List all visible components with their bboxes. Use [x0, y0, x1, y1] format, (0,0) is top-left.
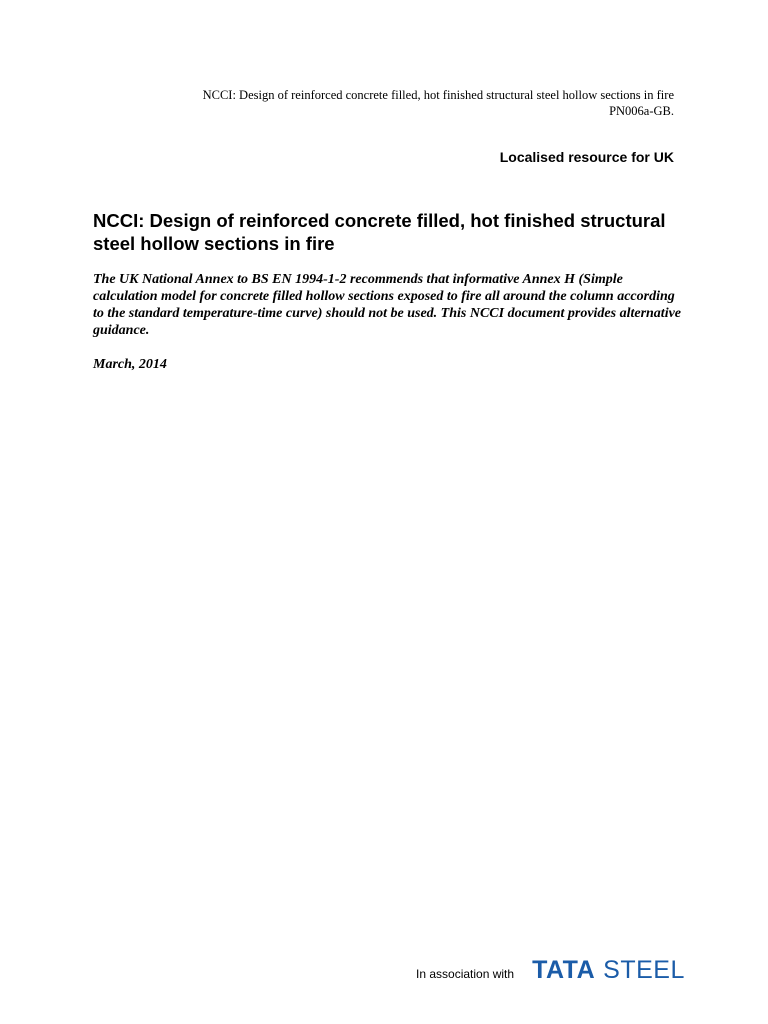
logo-word-steel: STEEL: [603, 956, 685, 984]
abstract: The UK National Annex to BS EN 1994-1-2 recommends that informative Annex H (Simple calculation model for concrete filled hollow sections exposed to fire all around the column according to the standard temperature-time curve) should not be used. This NCCI document provides alternative guidance.: [93, 272, 682, 338]
header-doc-title: NCCI: Design of reinforced concrete filled, hot finished structural steel hollow sections in fire: [202, 88, 674, 102]
localised-resource-label: Localised resource for UK: [499, 149, 674, 165]
page-title: NCCI: Design of reinforced concrete filled, hot finished structural steel hollow sections in fire: [93, 210, 666, 254]
logo-word-tata: TATA: [532, 956, 596, 984]
running-header: [203, 87, 674, 119]
header-doc-code: PN006a-GB.: [609, 104, 674, 118]
publication-date: March, 2014: [93, 357, 167, 372]
association-text: In association with: [416, 966, 515, 981]
footer: [416, 956, 685, 985]
tata-steel-logo: [532, 956, 685, 985]
